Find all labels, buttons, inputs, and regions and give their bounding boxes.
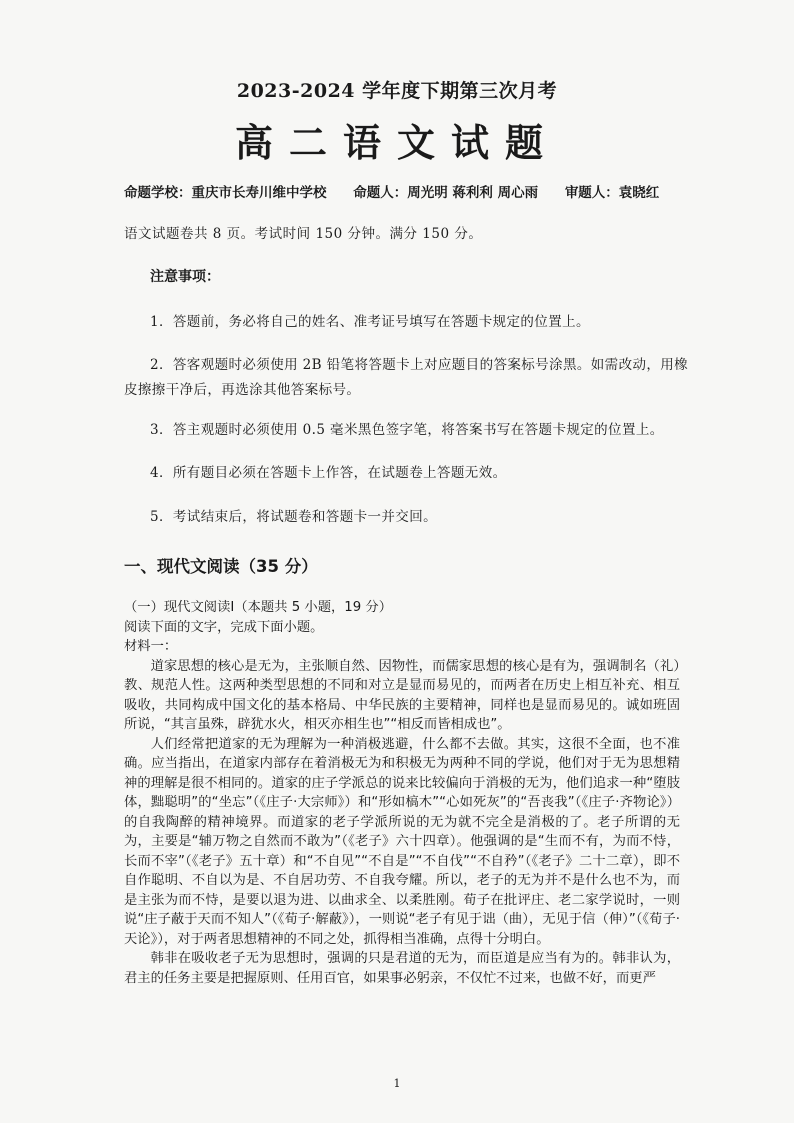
material-label: 材料一： [124,639,178,654]
reviewer: 审题人：袁晓红 [564,185,660,201]
notice-item: 2．答客观题时必须使用 2B 铅笔将答题卡上对应题目的答案标号涂黑。如需改动，用橡皮擦擦干净后，再选涂其他答案标号。 [124,357,689,398]
reading-passage [124,598,680,988]
passage-paragraph: 人们经常把道家的无为理解为一种消极逃避，什么都不去做。其实，这很不全面，也不准确。应当指出，在道家内部存在着消极无为和积极无为两种不同的学说，他们对于无为思想精神的理解是很不相同的。道家的庄子学派总的说来比较偏向于消极的无为，他们追求一种“堕肢体，黜聪明”的“坐忘”（《庄子·大宗师》）和“形如槁木”“心如死灰”的“吾丧我”（《庄子·齐物论》）的自我陶醉的精神境界。而道家的老子学派所说的无为就不完全是消极的了。老子所谓的无为，主要是“辅万物之自然而不敢为”（《老子》六十四章）。他强调的是“生而不有，为而不恃，长而不宰”（《老子》五十章）和“不自见”“不自是”“不自伐”“不自矜”（《老子》二十二章），即不自作聪明、不自以为是、不自居功劳、不自我夸耀。所以，老子的无为并不是什么也不为，而是主张为而不恃，是要以退为进、以曲求全、以柔胜刚。荀子在批评庄、老二家学说时，一则说“庄子蔽于天而不知人”（《荀子·解蔽》），一则说“老子有见于诎（曲），无见于信（伸）”（《荀子·天论》），对于两者思想精神的不同之处，抓得相当准确，点得十分明白。 [124,736,680,947]
setters: 命题人：周光明 蒋利利 周心雨 [353,185,539,201]
authors-line [124,181,684,201]
paper-info: 语文试题卷共 8 页。考试时间 150 分钟。满分 150 分。 [124,226,483,242]
notice-title: 注意事项： [150,269,220,285]
notice-item: 3．答主观题时必须使用 0.5 毫米黑色签字笔，将答案书写在答题卡规定的位置上。 [150,422,664,438]
subsection-heading: （一）现代文阅读Ⅰ（本题共 5 小题，19 分） [124,600,393,615]
page-number: 1 [393,1077,401,1090]
exam-term: 2023-2024 学年度下期第三次月考 [236,80,558,102]
passage-paragraph: 道家思想的核心是无为，主张顺自然、因物性，而儒家思想的核心是有为，强调制名（礼）教、规范人性。这两种类型思想的不同和对立是显而易见的，而两者在历史上相互补充、相互吸收，共同构成中国文化的基本格局、中华民族的主要精神，同样也是显而易见的。诚如班固所说，“其言虽殊，辟犹水火，相灭亦相生也”“相反而皆相成也”。 [124,658,680,732]
notice-item: 1．答题前，务必将自己的姓名、准考证号填写在答题卡规定的位置上。 [150,314,590,330]
setter-school: 命题学校：重庆市长寿川维中学校 [124,185,327,201]
notice-item: 4．所有题目必须在答题卡上作答，在试题卷上答题无效。 [150,465,507,481]
notice-item: 5．考试结束后，将试题卷和答题卡一并交回。 [150,509,437,525]
section-heading: 一、现代文阅读（35 分） [124,557,318,576]
exam-title: 高二语文试题 [234,120,559,165]
reading-instruction: 阅读下面的文字，完成下面小题。 [124,619,324,635]
passage-paragraph: 韩非在吸收老子无为思想时，强调的只是君道的无为，而臣道是应当有为的。韩非认为，君主的任务主要是把握原则、任用百官，如果事必躬亲，不仅忙不过来，也做不好，而更严 [124,951,680,986]
